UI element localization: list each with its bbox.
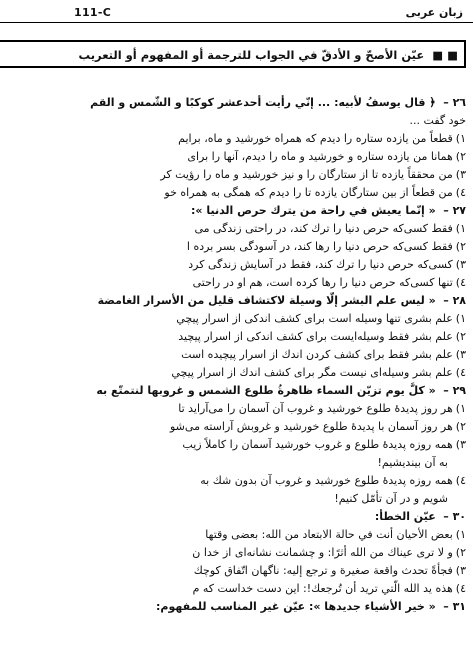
question-29 xyxy=(0,382,466,508)
option-3[interactable]: ٣)همه روزه پديدهٔ طلوع و غروب خورشيد آسمان را كاملاً زيب xyxy=(0,436,466,454)
instruction-text: عيّن الأصحّ و الأدقّ في الجواب للترجمة أو المفهوم أو التعريب xyxy=(78,48,425,62)
option-text: علم بشرى تنها وسيله است براى كشف اندكى از اسرار پيچي xyxy=(176,312,453,325)
option-4[interactable]: ٤)تنها كسى‌كه حرص دنيا را رها كرده است، هم او در راحتى xyxy=(0,274,466,292)
option-1[interactable]: ١)قطعاً من يازده ستاره را ديدم كه همراه خورشيد و ماه، برايم xyxy=(0,130,466,148)
option-text: فجأةً تحدث واقعة صغيرة و ترجع إليه: ناگهان اتّفاق كوچك xyxy=(193,564,453,577)
question-number: ٢٧ – xyxy=(443,204,466,217)
option-3[interactable]: ٣)فجأةً تحدث واقعة صغيرة و ترجع إليه: ناگهان اتّفاق كوچك xyxy=(0,562,466,580)
option-3[interactable]: ٣)علم بشر فقط براى كشف كردن اندك از اسرار پيچيده است xyxy=(0,346,466,364)
option-2[interactable]: ٢)علم بشر فقط وسيله‌ايست براى كشف اندكى از اسرار پيچيد xyxy=(0,328,466,346)
option-1[interactable]: ١)هر روز پديدهٔ طلوع خورشيد و غروب آن آسمان را مى‌آرايد تا xyxy=(0,400,466,418)
option-3[interactable]: ٣)من محققاً يازده تا از ستارگان را و نيز خورشيد و ماه را رؤيت كر xyxy=(0,166,466,184)
instruction-line xyxy=(79,48,458,62)
option-text: من قطعاً از بين ستارگان يازده تا را ديدم كه همگى به همراه خو xyxy=(164,186,453,199)
question-26 xyxy=(0,94,466,202)
question-stem: « كلَّ يوم تزيّن السماء ظاهرةُ طلوع الشمس و غروبها لنتمتّع به xyxy=(96,384,436,397)
option-text: هر روز پديدهٔ طلوع خورشيد و غروب آن آسمان را مى‌آرايد تا xyxy=(178,402,453,415)
option-4[interactable]: ٤)همه روزه پديدهٔ طلوع خورشيد و غروب آن بدون شك به xyxy=(0,472,466,490)
question-stem: « إنّما يعيش في راحة من يترك حرص الدنيا »: xyxy=(190,204,436,217)
question-number: ٢٩ – xyxy=(443,384,466,397)
option-text: علم بشر فقط براى كشف كردن اندك از اسرار پيچيده است xyxy=(181,348,453,361)
square-bullets-icon: ■ ■ xyxy=(432,48,458,62)
option-2[interactable]: ٢)فقط كسى‌كه حرص دنيا را رها كند، در آسودگى بسر برده ا xyxy=(0,238,466,256)
booklet-code: 111-C xyxy=(74,6,112,19)
option-text: همه روزه پديدهٔ طلوع و غروب خورشيد آسمان را كاملاً زيب xyxy=(182,438,453,451)
instruction-banner xyxy=(0,40,466,68)
option-text: علم بشر فقط وسيله‌ايست براى كشف اندكى از اسرار پيچيد xyxy=(178,330,453,343)
question-27 xyxy=(0,202,466,292)
header-rule xyxy=(0,22,473,23)
option-text: كسى‌كه حرص دنيا را ترك كند، فقط در آسايش زندگى كرد xyxy=(188,258,453,271)
page-header xyxy=(0,0,473,22)
question-number: ٣٠ – xyxy=(443,510,466,523)
option-3-continuation: به آن بينديشيم! xyxy=(377,456,448,469)
option-text: علم بشر وسيله‌اى نيست مگر براى كشف اندك از اسرار پيچي xyxy=(171,366,453,379)
question-31 xyxy=(0,598,466,616)
option-text: تنها كسى‌كه حرص دنيا را رها كرده است، هم او در راحتى xyxy=(192,276,453,289)
subject-title: زبان عربی xyxy=(405,6,463,19)
option-text: قطعاً من يازده ستاره را ديدم كه همراه خورشيد و ماه، برايم xyxy=(178,132,453,145)
option-2[interactable]: ٢)هر روز آسمان با پديدهٔ طلوع خورشيد و غروبش آراسته مى‌شو xyxy=(0,418,466,436)
question-28 xyxy=(0,292,466,382)
option-4-continuation: شويم و در آن تأمّل كنيم! xyxy=(334,492,448,505)
questions-list xyxy=(0,94,466,646)
question-stem: ﴿ قال يوسفُ لأبيه: ... إنّي رأيت أحدعشر كوكبًا و الشّمس و القم xyxy=(90,96,436,109)
question-stem: « ليس علم البشر إلّا وسيلة لاكتشاف قليل من الأسرار الغامضة xyxy=(97,294,436,307)
option-text: فقط كسى‌كه حرص دنيا را رها كند، در آسودگى بسر برده ا xyxy=(186,240,453,253)
option-text: همانا من يازده ستاره و خورشيد و ماه را ديدم، آنها را براى xyxy=(187,150,453,163)
option-text: هر روز آسمان با پديدهٔ طلوع خورشيد و غروبش آراسته مى‌شو xyxy=(170,420,453,433)
option-2[interactable]: ٢)و لا ترى عيناك من الله أثرًا: و چشمانت نشانه‌اى از خدا ن xyxy=(0,544,466,562)
option-4[interactable]: ٤)هذه يد الله الّتي تريد أن تُرجعك!: اين دست خداست كه م xyxy=(0,580,466,598)
question-stem: عيّن الخطأ: xyxy=(374,510,436,523)
option-text: فقط كسى‌كه حرص دنيا را ترك كند، در راحتى زندگى مى‌ xyxy=(194,222,453,235)
option-text: بعض الأحيان أنت في حالة الابتعاد من الله: بعضى وقتها xyxy=(205,528,453,541)
option-3[interactable]: ٣)كسى‌كه حرص دنيا را ترك كند، فقط در آسايش زندگى كرد xyxy=(0,256,466,274)
option-1[interactable]: ١)علم بشرى تنها وسيله است براى كشف اندكى از اسرار پيچي xyxy=(0,310,466,328)
question-number: ٣١ – xyxy=(443,600,466,613)
option-text: هذه يد الله الّتي تريد أن تُرجعك!: اين دست خداست كه م xyxy=(192,582,453,595)
option-text: من محققاً يازده تا از ستارگان را و نيز خورشيد و ماه را رؤيت كر xyxy=(160,168,453,181)
question-stem: « خير الأشياء جديدها »: عيّن غير المناسب للمفهوم: xyxy=(156,600,436,613)
question-number: ٢٦ – xyxy=(443,96,466,109)
option-4[interactable]: ٤)علم بشر وسيله‌اى نيست مگر براى كشف اندك از اسرار پيچي xyxy=(0,364,466,382)
option-text: و لا ترى عيناك من الله أثرًا: و چشمانت نشانه‌اى از خدا ن xyxy=(192,546,453,559)
option-1[interactable]: ١)فقط كسى‌كه حرص دنيا را ترك كند، در راحتى زندگى مى‌ xyxy=(0,220,466,238)
option-text: همه روزه پديدهٔ طلوع خورشيد و غروب آن بدون شك به xyxy=(200,474,453,487)
question-number: ٢٨ – xyxy=(443,294,466,307)
option-2[interactable]: ٢)همانا من يازده ستاره و خورشيد و ماه را ديدم، آنها را براى xyxy=(0,148,466,166)
option-1[interactable]: ١)بعض الأحيان أنت في حالة الابتعاد من الله: بعضى وقتها xyxy=(0,526,466,544)
question-stem-continuation: خود گفت ... xyxy=(409,114,466,127)
option-4[interactable]: ٤)من قطعاً از بين ستارگان يازده تا را ديدم كه همگى به همراه خو xyxy=(0,184,466,202)
question-30 xyxy=(0,508,466,598)
